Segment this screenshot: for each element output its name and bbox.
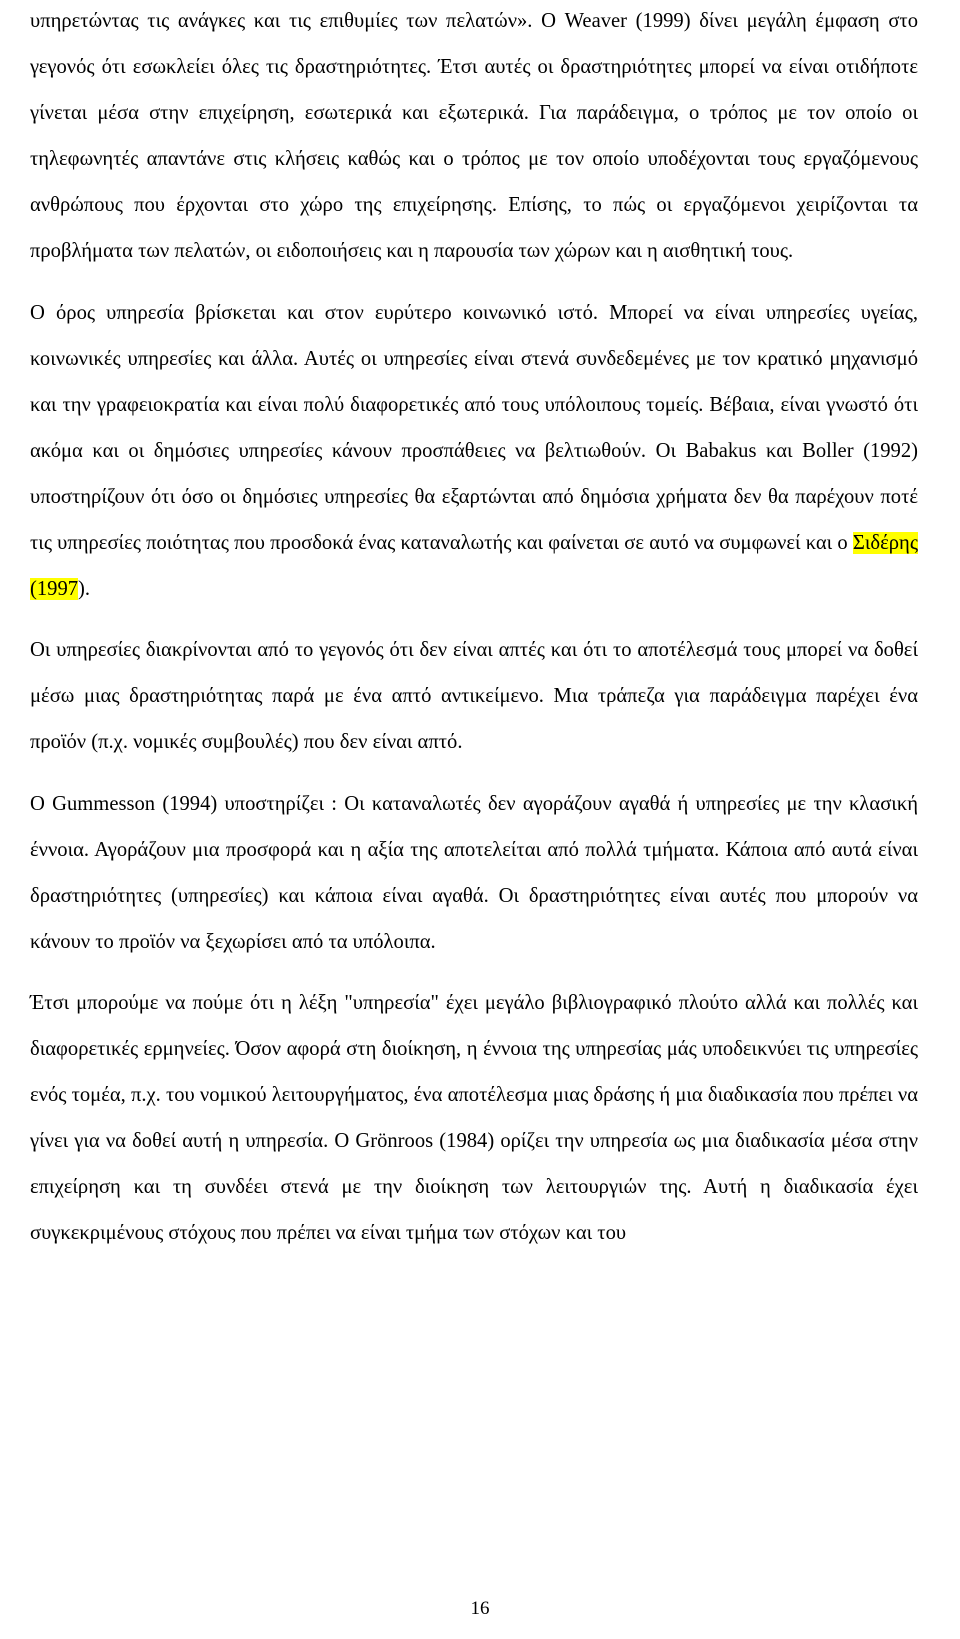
- paragraph-gummesson: Ο Gummesson (1994) υποστηρίζει : Οι καταναλωτές δεν αγοράζουν αγαθά ή υπηρεσίες με την κλασική έννοια. Αγοράζουν μια προσφορά και η αξία της αποτελείται από πολλά τμήματα. Κάποια από αυτά είναι δραστηριότητες (υπηρεσίες) και κάποια είναι αγαθά. Οι δραστηριότητες είναι αυτές που μπορούν να κάνουν το προϊόν να ξεχωρίσει από τα υπόλοιπα.: [30, 792, 918, 953]
- highlighted-citation-sideris: Σιδέρης (1997: [30, 532, 918, 601]
- paragraph-public-services-end: ).: [78, 578, 91, 601]
- paragraph-weaver-activities: υπηρετώντας τις ανάγκες και τις επιθυμίες των πελατών». Ο Weaver (1999) δίνει μεγάλη έμφαση στο γεγονός ότι εσωκλείει όλες τις δραστηριότητες. Έτσι αυτές οι δραστηριότητες μπορεί να είναι οτιδήποτε γίνεται μέσα στην επιχείρηση, εσωτερικά και εξωτερικά. Για παράδειγμα, ο τρόπος με τον οποίο οι τηλεφωνητές απαντάνε στις κλήσεις καθώς και ο τρόπος με τον οποίο υποδέχονται τους εργαζόμενους ανθρώπους που έρχονται στο χώρο της επιχείρησης. Επίσης, το πώς οι εργαζόμενοι χειρίζονται τα προβλήματα των πελατών, οι ειδοποιήσεις και η παρουσία των χώρων και η αισθητική τους.: [30, 10, 918, 263]
- paragraph-gronroos: Έτσι μπορούμε να πούμε ότι η λέξη "υπηρεσία" έχει μεγάλο βιβλιογραφικό πλούτο αλλά και πολλές και διαφορετικές ερμηνείες. Όσον αφορά στη διοίκηση, η έννοια της υπηρεσίας μάς υποδεικνύει τις υπηρεσίες ενός τομέα, π.χ. του νομικού λειτουργήματος, ένα αποτέλεσμα μιας δράσης ή μια διαδικασία που πρέπει να γίνει για να δοθεί αυτή η υπηρεσία. Ο Grönroos (1984) ορίζει την υπηρεσία ως μια διαδικασία μέσα στην επιχείρηση και τη συνδέει στενά με την διοίκηση των λειτουργιών της. Αυτή η διαδικασία έχει συγκεκριμένους στόχους που πρέπει να είναι τμήμα των στόχων και του: [30, 991, 918, 1245]
- paragraph-public-services-text: Ο όρος υπηρεσία βρίσκεται και στον ευρύτερο κοινωνικό ιστό. Μπορεί να είναι υπηρεσίες υγείας, κοινωνικές υπηρεσίες και άλλα. Αυτές οι υπηρεσίες είναι στενά συνδεδεμένες με τον κρατικό μηχανισμό και την γραφειοκρατία και είναι πολύ διαφορετικές από τους υπόλοιπους τομείς. Βέβαια, είναι γνωστό ότι ακόμα και οι δημόσιες υπηρεσίες κάνουν προσπάθειες να βελτιωθούν. Οι Babakus και Boller (1992) υποστηρίζουν ότι όσο οι δημόσιες υπηρεσίες θα εξαρτώνται από δημόσια χρήματα δεν θα παρέχουν ποτέ τις υπηρεσίες ποιότητας που προσδοκά ένας καταναλωτής και φαίνεται σε αυτό να συμφωνεί και ο: [30, 301, 918, 555]
- paragraph-public-services: [30, 290, 918, 613]
- body-text: [30, 0, 918, 1256]
- paragraph-intangibility: Οι υπηρεσίες διακρίνονται από το γεγονός ότι δεν είναι απτές και ότι το αποτέλεσμά τους μπορεί να δοθεί μέσω μιας δραστηριότητας παρά με ένα απτό αντικείμενο. Μια τράπεζα για παράδειγμα παρέχει ένα προϊόν (π.χ. νομικές συμβουλές) που δεν είναι απτό.: [30, 639, 918, 754]
- page-number: 16: [470, 1598, 490, 1619]
